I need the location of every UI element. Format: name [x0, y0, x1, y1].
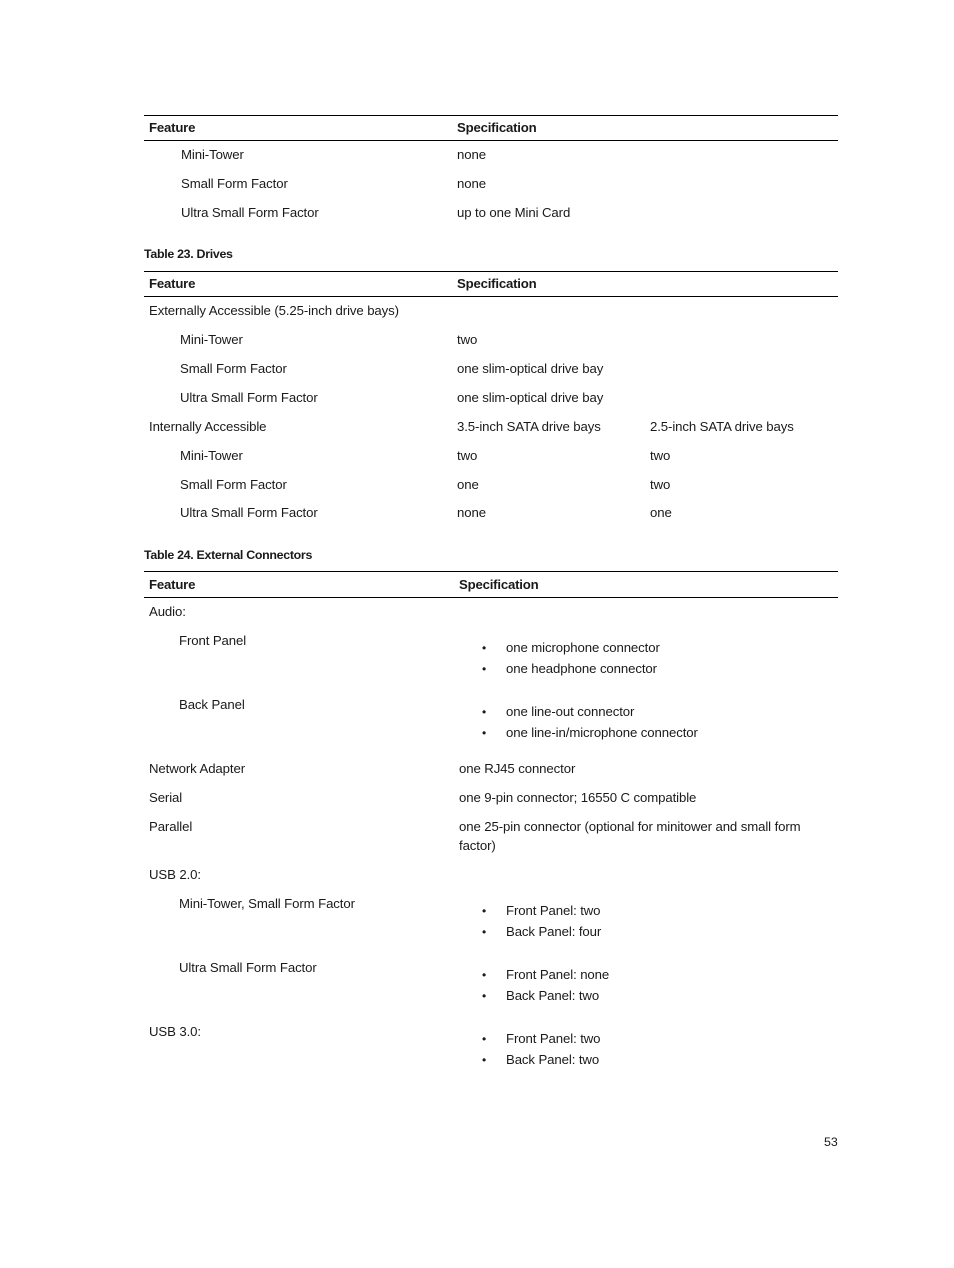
row-spec: up to one Mini Card — [457, 205, 571, 220]
bullet-item: Back Panel: two — [506, 988, 600, 1003]
row-feature: USB 2.0: — [149, 867, 201, 882]
row-feature: Audio: — [149, 604, 186, 619]
row-spec: 3.5-inch SATA drive bays — [457, 419, 601, 434]
table-top-rule — [144, 271, 838, 272]
row-feature: Back Panel — [179, 697, 245, 712]
row-feature: Externally Accessible (5.25-inch drive bays) — [149, 303, 399, 318]
bullet-marker: • — [482, 904, 487, 918]
column-header-feature: Feature — [149, 120, 196, 135]
row-spec: one 9-pin connector; 16550 C compatible — [459, 790, 697, 805]
bullet-marker: • — [482, 641, 487, 655]
row-spec: two — [457, 448, 478, 463]
row-spec: one — [457, 477, 479, 492]
column-header-feature: Feature — [149, 276, 196, 291]
bullet-item: one line-in/microphone connector — [506, 725, 698, 740]
table-caption: Table 23. Drives — [144, 247, 233, 261]
column-header-specification: Specification — [459, 577, 539, 592]
row-feature: Internally Accessible — [149, 419, 267, 434]
row-feature: Mini-Tower — [181, 147, 244, 162]
bullet-item: Front Panel: none — [506, 967, 610, 982]
row-spec: factor) — [459, 838, 496, 853]
row-feature: Mini-Tower, Small Form Factor — [179, 896, 355, 911]
row-feature: Network Adapter — [149, 761, 245, 776]
row-feature: Serial — [149, 790, 183, 805]
row-spec-secondary: two — [650, 448, 671, 463]
row-feature: Ultra Small Form Factor — [180, 390, 318, 405]
bullet-marker: • — [482, 968, 487, 982]
row-spec: one slim-optical drive bay — [457, 390, 604, 405]
row-feature: Ultra Small Form Factor — [181, 205, 319, 220]
bullet-marker: • — [482, 705, 487, 719]
bullet-marker: • — [482, 662, 487, 676]
row-feature: Ultra Small Form Factor — [180, 505, 318, 520]
table-top-rule — [144, 571, 838, 572]
bullet-marker: • — [482, 1032, 487, 1046]
row-spec: none — [457, 505, 486, 520]
row-feature: Small Form Factor — [180, 477, 287, 492]
row-feature: Mini-Tower — [180, 332, 243, 347]
bullet-marker: • — [482, 989, 487, 1003]
bullet-item: one line-out connector — [506, 704, 635, 719]
bullet-marker: • — [482, 925, 487, 939]
bullet-item: one headphone connector — [506, 661, 657, 676]
row-spec-secondary: one — [650, 505, 672, 520]
row-spec: two — [457, 332, 478, 347]
table-header-rule — [144, 140, 838, 141]
row-spec: one slim-optical drive bay — [457, 361, 604, 376]
table-caption: Table 24. External Connectors — [144, 548, 313, 562]
page-number: 53 — [824, 1135, 838, 1149]
row-feature: Parallel — [149, 819, 193, 834]
row-spec: none — [457, 176, 486, 191]
row-spec: one 25-pin connector (optional for minitower and small form — [459, 819, 801, 834]
bullet-item: Front Panel: two — [506, 903, 601, 918]
row-spec-secondary: 2.5-inch SATA drive bays — [650, 419, 794, 434]
row-spec: one RJ45 connector — [459, 761, 576, 776]
row-feature: Small Form Factor — [181, 176, 288, 191]
row-feature: Mini-Tower — [180, 448, 243, 463]
column-header-specification: Specification — [457, 120, 537, 135]
bullet-item: Back Panel: two — [506, 1052, 600, 1067]
table-header-rule — [144, 597, 838, 598]
row-feature: Front Panel — [179, 633, 247, 648]
table-header-rule — [144, 296, 838, 297]
bullet-item: Back Panel: four — [506, 924, 602, 939]
table-top-rule — [144, 115, 838, 116]
bullet-item: one microphone connector — [506, 640, 660, 655]
bullet-item: Front Panel: two — [506, 1031, 601, 1046]
row-feature: Ultra Small Form Factor — [179, 960, 317, 975]
column-header-feature: Feature — [149, 577, 196, 592]
row-feature: USB 3.0: — [149, 1024, 201, 1039]
column-header-specification: Specification — [457, 276, 537, 291]
row-spec: none — [457, 147, 486, 162]
row-feature: Small Form Factor — [180, 361, 287, 376]
row-spec-secondary: two — [650, 477, 671, 492]
bullet-marker: • — [482, 726, 487, 740]
bullet-marker: • — [482, 1053, 487, 1067]
